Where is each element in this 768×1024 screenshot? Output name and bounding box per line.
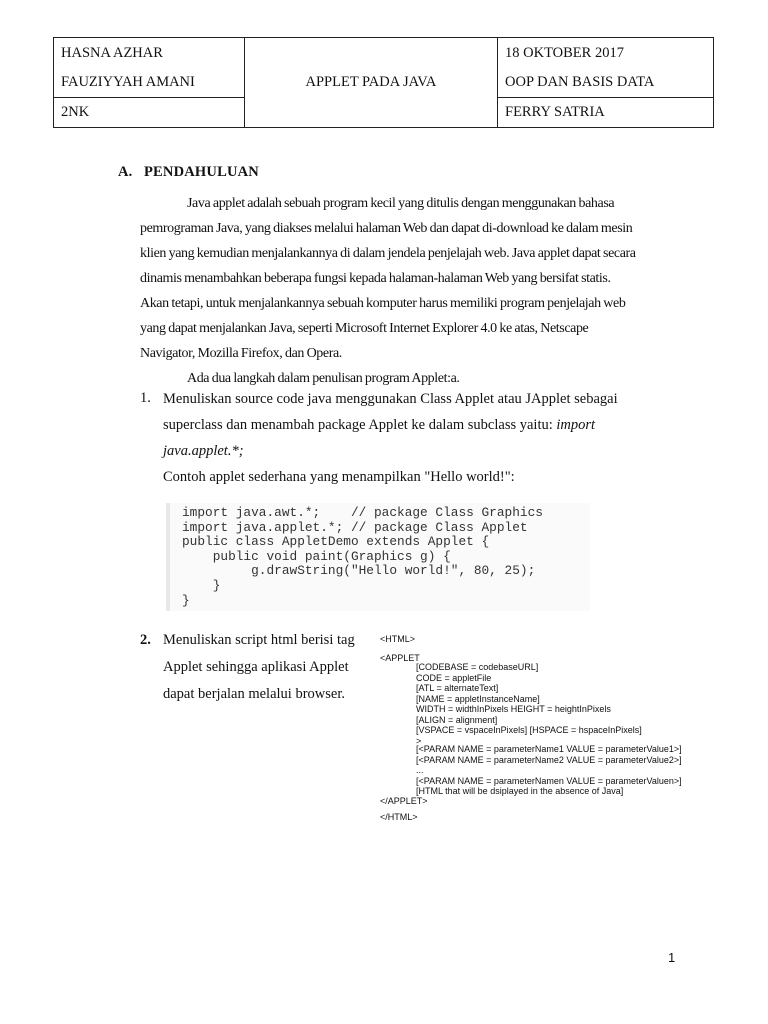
header-names-cell — [54, 38, 245, 98]
item-1-line-2-prefix: superclass dan menambah package Applet ke dalam subclass yaitu: — [163, 417, 557, 433]
steps-intro: Ada dua langkah dalam penulisan program Applet:a. — [187, 371, 460, 386]
snippet-attr: [HTML that will be dsiplayed in the absence of Java] — [416, 786, 624, 796]
section-heading — [118, 164, 259, 181]
section-heading-text: PENDAHULUAN — [143, 164, 259, 180]
section-letter: A. — [118, 164, 133, 180]
item-2-text — [163, 627, 373, 708]
java-code-block — [166, 503, 590, 611]
snippet-attr: [<PARAM NAME = parameterNamen VALUE = parameterValuen>] — [416, 775, 682, 786]
snippet-attr: [<PARAM NAME = parameterName1 VALUE = parameterValue1>] — [416, 744, 682, 754]
item-2-line: Applet sehingga aplikasi Applet — [163, 659, 349, 675]
intro-line: Java applet adalah sebuah program kecil yang ditulis dengan menggunakan bahasa — [187, 196, 615, 211]
snippet-close-html: </HTML> — [380, 812, 418, 822]
snippet-attr: [ATL = alternateText] — [416, 683, 499, 693]
snippet-open-applet: <APPLET — [380, 653, 420, 663]
page-number: 1 — [668, 950, 676, 965]
intro-line: pemrograman Java, yang diakses melalui halaman Web dan dapat di-download ke dalam mesin — [140, 221, 633, 236]
item-2-line: dapat berjalan melalui browser. — [163, 686, 345, 702]
code-line: import java.applet.*; // package Class Applet — [182, 519, 528, 535]
code-line: } — [182, 592, 190, 608]
item-2-number: 2. — [140, 632, 151, 648]
document-title: APPLET PADA JAVA — [244, 38, 497, 128]
item-1-text — [163, 386, 703, 490]
author-name-1: HASNA AZHAR — [61, 44, 163, 61]
snippet-attr: [<PARAM NAME = parameterName2 VALUE = parameterValue2>] — [416, 754, 682, 765]
class-code: 2NK — [54, 98, 245, 128]
course-name: OOP DAN BASIS DATA — [505, 73, 655, 90]
item-2-line: Menuliskan script html berisi tag — [163, 632, 355, 648]
code-line: g.drawString("Hello world!", 80, 25); — [182, 563, 536, 579]
intro-line: Navigator, Mozilla Firefox, dan Opera. — [140, 346, 342, 361]
item-1-number: 1. — [140, 390, 151, 406]
snippet-close-applet: </APPLET> — [380, 796, 428, 806]
snippet-attr: CODE = appletFile — [416, 672, 492, 683]
snippet-attr: [NAME = appletInstanceName] — [416, 693, 540, 704]
code-line: } — [182, 577, 221, 593]
snippet-attr: [CODEBASE = codebaseURL] — [416, 662, 539, 672]
code-line: public class AppletDemo extends Applet { — [182, 534, 490, 550]
item-1-line — [163, 412, 703, 438]
intro-line: yang dapat menjalankan Java, seperti Microsoft Internet Explorer 4.0 ke atas, Netscape — [140, 321, 589, 336]
header-table — [53, 37, 714, 128]
intro-line: dinamis menambahkan beberapa fungsi kepada halaman-halaman Web yang bersifat statis. — [140, 271, 611, 286]
snippet-attr: WIDTH = widthInPixels HEIGHT = heightInPixels — [416, 704, 611, 714]
intro-line: klien yang kemudian menjalankannya di dalam jendela penjelajah web. Java applet dapat secara — [140, 246, 636, 261]
lecturer-name: FERRY SATRIA — [498, 98, 714, 128]
document-date: 18 OKTOBER 2017 — [505, 44, 624, 61]
item-1-line: Menuliskan source code java menggunakan Class Applet atau JApplet sebagai — [163, 391, 618, 407]
item-1-line-2-italic: import — [556, 417, 596, 433]
snippet-attr: [VSPACE = vspaceInPixels] [HSPACE = hspaceInPixels] — [416, 725, 642, 735]
intro-line: Akan tetapi, untuk menjalankannya sebuah komputer harus memiliki program penjelajah web — [140, 296, 626, 311]
intro-paragraph — [140, 191, 685, 391]
snippet-attr: [ALIGN = alignment] — [416, 714, 498, 725]
author-name-2: FAUZIYYAH AMANI — [61, 73, 195, 90]
code-line: public void paint(Graphics g) { — [182, 548, 451, 564]
example-label: Contoh applet sederhana yang menampilkan "Hello world!": — [163, 469, 515, 485]
header-date-course-cell — [498, 38, 714, 98]
snippet-attr: ... — [416, 765, 424, 775]
snippet-open-html: <HTML> — [380, 634, 416, 644]
snippet-attr: > — [416, 735, 422, 746]
code-line: import java.awt.*; // package Class Graphics — [182, 505, 543, 520]
item-1-line-italic: java.applet.*; — [163, 443, 244, 459]
